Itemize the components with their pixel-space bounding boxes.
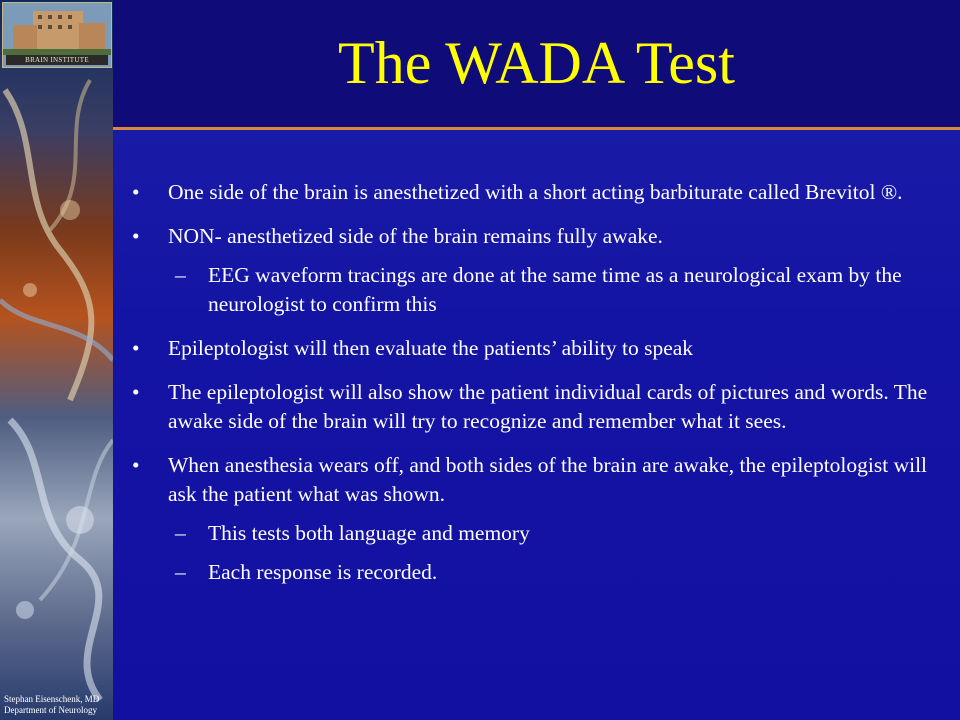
bullet-text: NON- anesthetized side of the brain remains fully awake.	[168, 224, 663, 248]
sub-bullet-marker: –	[175, 560, 186, 584]
brain-institute-logo	[2, 2, 112, 68]
bullet-text: When anesthesia wears off, and both sides of the brain are awake, the epileptologist will ask the patient what was shown.	[168, 453, 928, 506]
bullet-marker: •	[132, 180, 140, 204]
bullet-text: One side of the brain is anesthetized with a short acting barbiturate called Brevitol ®.	[168, 180, 903, 204]
bullet-list	[130, 178, 930, 587]
sub-bullet-text: EEG waveform tracings are done at the same time as a neurological exam by the neurologist to confirm this	[208, 263, 902, 316]
sub-bullet-text: This tests both language and memory	[208, 521, 530, 545]
sub-bullet-text: Each response is recorded.	[208, 560, 438, 584]
sub-bullet-marker: –	[175, 521, 186, 545]
slide-title: The WADA Test	[338, 30, 735, 96]
bullet-item	[130, 222, 930, 251]
author-credit	[4, 694, 99, 716]
logo-caption: BRAIN INSTITUTE	[6, 55, 108, 65]
bullet-item	[130, 178, 930, 207]
sub-bullet-item	[130, 519, 930, 548]
bullet-marker: •	[132, 336, 140, 360]
bullet-item	[130, 334, 930, 363]
bullet-marker: •	[132, 380, 140, 404]
bullet-item	[130, 451, 930, 509]
bullet-marker: •	[132, 224, 140, 248]
neuron-artwork-image	[0, 0, 113, 720]
bullet-marker: •	[132, 453, 140, 477]
title-divider	[113, 127, 960, 130]
decorative-side-strip	[0, 0, 113, 720]
credit-department: Department of Neurology	[4, 705, 97, 715]
bullet-item	[130, 378, 930, 436]
bullet-text: The epileptologist will also show the patient individual cards of pictures and words. The awake side of the brain will try to recognize and remember what it sees.	[168, 380, 928, 433]
credit-name: Stephan Eisenschenk, MD	[4, 694, 100, 704]
bullet-text: Epileptologist will then evaluate the patients’ ability to speak	[168, 336, 694, 360]
sub-bullet-item	[130, 558, 930, 587]
sub-bullet-item	[130, 261, 930, 319]
sub-bullet-marker: –	[175, 263, 186, 287]
